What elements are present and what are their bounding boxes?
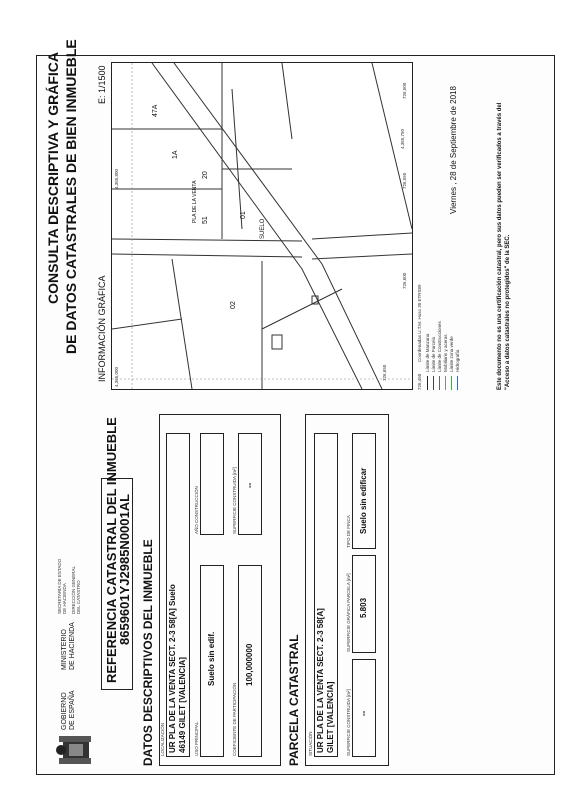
legend-line: [433, 376, 434, 390]
map-scale: E: 1/1500: [97, 65, 107, 104]
sup-graf-value: 5.803: [359, 597, 368, 618]
legend-line: [451, 376, 452, 390]
superficie-value: --: [245, 482, 254, 488]
localizacion-line2: 46149 GILET [VALENCIA]: [178, 657, 187, 753]
sup-const-value: --: [359, 710, 368, 716]
reference-label: REFERENCIA CATASTRAL DEL INMUEBLE: [104, 417, 119, 683]
superficie-label: SUPERFICIE CONSTRUIDA [m²]: [232, 467, 237, 534]
doc-title-line2: DE DATOS CATASTRALES DE BIEN INMUEBLE: [63, 39, 79, 354]
sup-graf-label: SUPERFICIE GRÁFICA PARCELA [m²]: [346, 573, 351, 652]
superficie-field: [232, 433, 262, 535]
localizacion-label: LOCALIZACIÓN: [160, 722, 165, 756]
parcel-47a: 47A: [152, 104, 159, 117]
situacion-line2: GILET [VALENCIA]: [326, 681, 335, 753]
parcel-20: 20: [202, 171, 209, 179]
coord-right4: 726,500: [402, 82, 407, 99]
situacion-field: [308, 433, 338, 757]
gov-label: GOBIERNO DE ESPAÑA: [61, 690, 76, 730]
tipo-label: TIPO DE FINCA: [346, 515, 351, 548]
coord-right1: 726,650: [382, 364, 387, 381]
legend-line: [439, 376, 440, 390]
parcel-1a: 1A: [172, 150, 179, 159]
reference-box: [101, 417, 133, 690]
sup-const-field: [346, 659, 376, 757]
inmueble-section-title: DATOS DESCRIPTIVOS DEL INMUEBLE: [141, 539, 155, 766]
secretary-label: SECRETARÍA DE ESTADO DE HACIENDA: [57, 558, 67, 614]
coeficiente-field: [232, 565, 262, 757]
tipo-value: Suelo sin edificar: [359, 467, 368, 534]
uso-field: [194, 565, 224, 757]
legend-line: [445, 376, 446, 390]
reference-value: 8659601YJ2985N0001AL: [117, 493, 132, 645]
uso-label: USO PRINCIPAL: [194, 721, 199, 756]
coord-top-mid: 4,365,800: [114, 168, 119, 189]
coord-right3: 726,550: [402, 172, 407, 189]
legend-item: Límite zona verde: [449, 336, 454, 372]
parcel-label: SUELO: [260, 218, 266, 239]
coat-of-arms-icon: [55, 734, 95, 766]
document-sheet: [36, 39, 555, 775]
legend-item: Mobiliario y aceras: [443, 334, 448, 372]
situacion-line1: UR PLA DE LA VENTA SECT. 2-3 58[A]: [316, 608, 325, 753]
legend-item: Hidrografía: [455, 349, 460, 372]
localizacion-field: [160, 433, 190, 757]
anio-label: AÑO CONSTRUCCIÓN: [194, 486, 199, 534]
legend-line: [427, 376, 428, 390]
sup-const-label: SUPERFICIE CONSTRUIDA [m²]: [346, 689, 351, 756]
tipo-field: [346, 433, 376, 549]
parcel-51: 51: [202, 216, 209, 224]
inmueble-box: [159, 414, 281, 766]
coord-bottom-left: 4,365,750: [400, 128, 405, 149]
parcela-section-title: PARCELA CATASTRAL: [287, 634, 301, 766]
doc-date: Viernes , 28 de Septiembre de 2018: [449, 86, 458, 214]
rotated-page: [37, 39, 554, 774]
parcel-02: 02: [230, 301, 237, 309]
coeficiente-label: COEFICIENTE DE PARTICIPACIÓN: [232, 682, 237, 756]
situacion-label: SITUACIÓN: [308, 731, 313, 756]
map-section-title: INFORMACIÓN GRÁFICA: [97, 275, 107, 382]
doc-title-line1: CONSULTA DESCRIPTIVA Y GRÁFICA: [45, 51, 61, 304]
legend-item: Límite de Parcela: [431, 336, 436, 372]
localizacion-line1: UR PLA DE LA VENTA SECT. 2-3 58[A] Suelo: [168, 584, 177, 753]
anio-field: [194, 433, 224, 535]
sup-graf-field: [346, 555, 376, 653]
street-label: PLA DE LA VENTA: [192, 180, 198, 223]
directorate-label: DIRECCIÓN GENERAL DEL CATASTRO: [71, 565, 81, 614]
map-frame: [111, 62, 413, 390]
legend-item: Límite de Construcciones: [437, 321, 442, 372]
footer-note-line1: Este documento no es una certificación catastral, pero sus datos pueden ser verificados a través del: [497, 102, 503, 390]
legend-coord-note: Coordenadas U.T.M. Huso 30 ETRS89: [417, 284, 422, 362]
coord-top-left: 4,365,000: [114, 366, 119, 387]
parcela-box: [305, 414, 389, 766]
coord-right2: 726,600: [402, 272, 407, 289]
legend-line: [457, 376, 458, 390]
coeficiente-value: 100,000000: [245, 643, 254, 686]
uso-value: Suelo sin edif.: [207, 631, 216, 686]
ministry-label: MINISTERIO DE HACIENDA: [61, 622, 76, 670]
parcel-01: 01: [240, 211, 247, 219]
legend-item: Límite de Manzana: [425, 333, 430, 372]
legend-coord-value: 726,450: [417, 373, 422, 390]
footer-note-line2: "Acceso a datos catastrales no protegidos" de la SEC.: [505, 234, 511, 390]
